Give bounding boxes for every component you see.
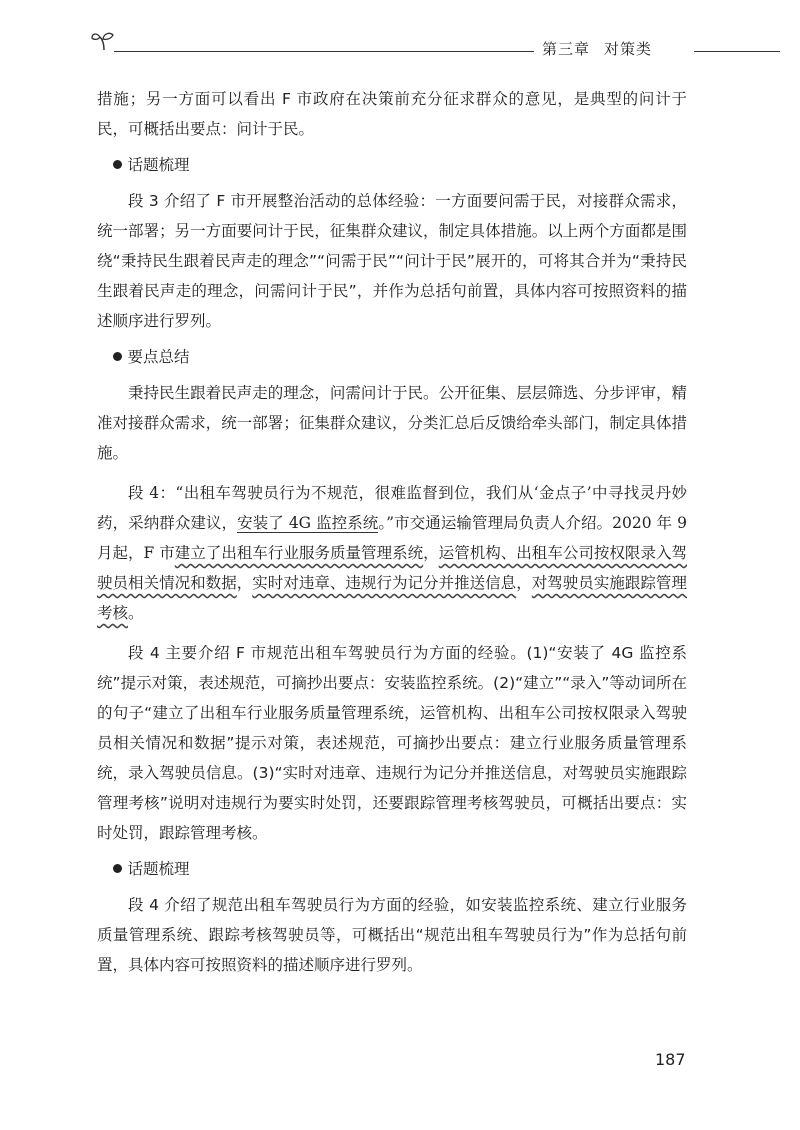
bullet-icon	[113, 160, 122, 169]
section-heading	[97, 150, 687, 180]
quote-text: ，	[516, 574, 532, 592]
paragraph: 措施；另一方面可以看出 F 市政府在决策前充分征求群众的意见，是典型的问计于民，可概括出要点：问计于民。	[97, 90, 687, 138]
quote-text: 。	[128, 604, 144, 622]
source-quote	[97, 478, 687, 628]
bullet-icon	[113, 352, 122, 361]
quote-text: ，	[423, 544, 439, 562]
quote-text: 。”市交通运输管理局负责人介绍。2020 年 9 月起，F 市	[97, 514, 687, 562]
quote-text: ，	[236, 574, 253, 592]
section-heading	[97, 854, 687, 884]
page-body	[97, 84, 687, 980]
paragraph: 段 4 主要介绍 F 市规范出租车驾驶员行为方面的经验。(1)“安装了 4G 监控系统”提示对策，表述规范，可摘抄出要点：安装监控系统。(2)“建立”“录入”等动词所在的句子“建立了出租车行业服务质量管理系统，运管机构、出租车公司按权限录入驾驶员相关情况和数据”提示对策，表述规范，可摘抄出要点：建立行业服务质量管理系统，录入驾驶员信息。(3)“实时对违章、违规行为记分并推送信息，对驾驶员实施跟踪管理考核”说明对违规行为要实时处罚，还要跟踪管理考核驾驶员，可概括出要点：实时处罚，跟踪管理考核。	[97, 644, 687, 842]
section-heading	[97, 342, 687, 372]
underlined-phrase: 建立了出租车行业服务质量管理系统	[174, 544, 424, 562]
running-header	[90, 30, 780, 60]
header-rule-right	[694, 51, 780, 52]
heading-text: 话题梳理	[127, 860, 190, 878]
heading-text: 要点总结	[127, 348, 190, 366]
underlined-phrase: 实时对违章、违规行为记分并推送信息	[252, 574, 517, 592]
chapter-title	[542, 38, 652, 59]
heading-text: 话题梳理	[127, 156, 190, 174]
chapter-number: 第三章	[542, 40, 591, 58]
header-rule-left	[114, 51, 534, 52]
chapter-section: 对策类	[604, 40, 653, 58]
paragraph: 段 4 介绍了规范出租车驾驶员行为方面的经验，如安装监控系统、建立行业服务质量管理系统、跟踪考核驾驶员等，可概括出“规范出租车驾驶员行为”作为总括句前置，具体内容可按照资料的描述顺序进行罗列。	[97, 896, 687, 974]
quote-text: 段 4：“出租车驾驶员行为不规范，很难监督到位，我们从‘金点子’中寻找灵丹妙药，采纳群众建议，	[97, 484, 687, 532]
underlined-phrase: 运管机构、出租车公司按权限录入驾驶员相关情况和数据	[97, 544, 687, 592]
bullet-icon	[113, 864, 122, 873]
underlined-phrase: 对驾驶员实施跟踪管理考核	[97, 574, 687, 622]
underlined-phrase: 安装了 4G 监控系统	[237, 514, 379, 532]
leaf-sprout-icon	[90, 30, 118, 52]
paragraph: 段 3 介绍了 F 市开展整治活动的总体经验：一方面要问需于民，对接群众需求，统一部署；另一方面要问计于民，征集群众建议，制定具体措施。以上两个方面都是围绕“秉持民生跟着民声走的理念”“问需于民”“问计于民”展开的，可将其合并为“秉持民生跟着民声走的理念，问需问计于民”，并作为总括句前置，具体内容可按照资料的描述顺序进行罗列。	[97, 192, 687, 330]
paragraph: 秉持民生跟着民声走的理念，问需问计于民。公开征集、层层筛选、分步评审，精准对接群众需求，统一部署；征集群众建议，分类汇总后反馈给牵头部门，制定具体措施。	[97, 384, 687, 462]
page-number: 187	[655, 1050, 686, 1069]
